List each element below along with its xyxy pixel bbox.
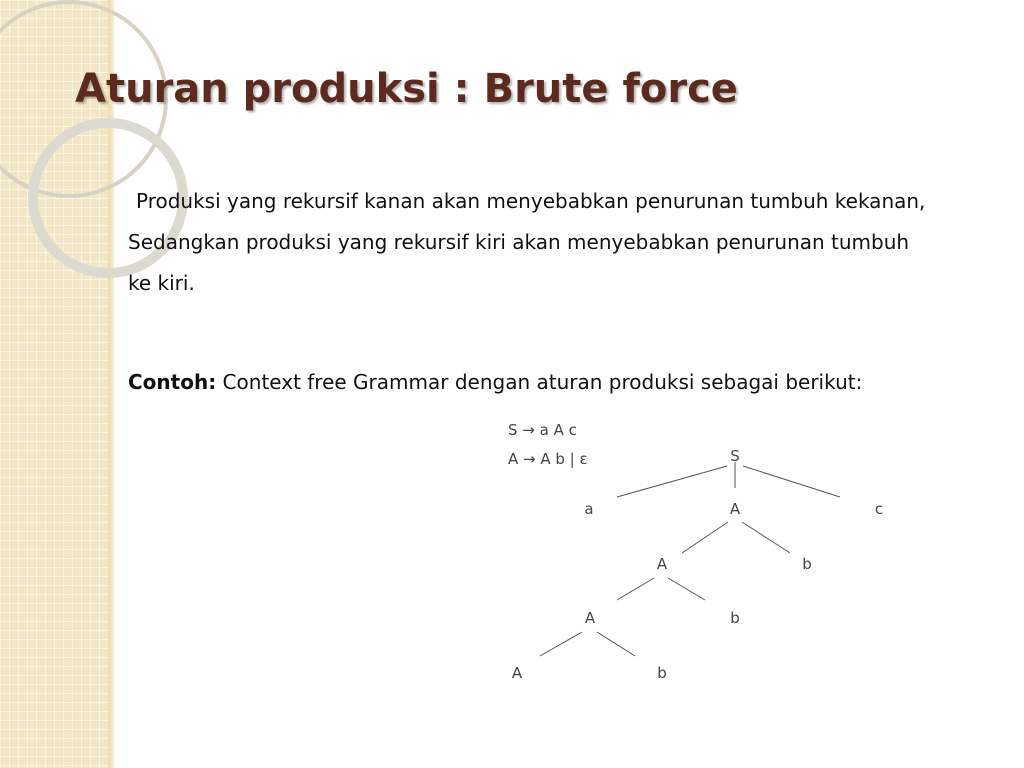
tree-edge [597,632,635,656]
tree-node: S [730,447,740,465]
tree-edge [743,466,840,497]
tree-node: A [511,664,523,682]
tree-node: A [729,500,741,518]
paragraph-text: Produksi yang rekursif kanan akan menyebabkan penurunan tumbuh kekanan, Sedangkan produksi yang rekursif kiri akan menyebabkan penurunan tumbuh ke kiri. [128,189,926,295]
tree-edge [617,466,727,497]
tree-node: b [657,664,667,682]
tree-node: b [730,609,740,627]
tree-node: A [584,609,596,627]
grammar-rule: S → a A c [508,421,577,439]
tree-edge [617,578,654,600]
tree-edge [742,522,790,553]
slide-title: Aturan produksi : Brute force [75,66,738,112]
tree-node: b [802,555,812,573]
example-text: Context free Grammar dengan aturan produksi sebagai berikut: [216,370,863,394]
tree-edge [668,578,705,600]
tree-node: c [874,500,884,518]
tree-node: A [656,555,668,573]
grammar-rule: A → A b | ε [508,450,588,468]
tree-edge [682,522,728,553]
example-label: Contoh: [128,370,217,394]
tree-node: a [584,500,594,518]
tree-edge [540,632,582,656]
